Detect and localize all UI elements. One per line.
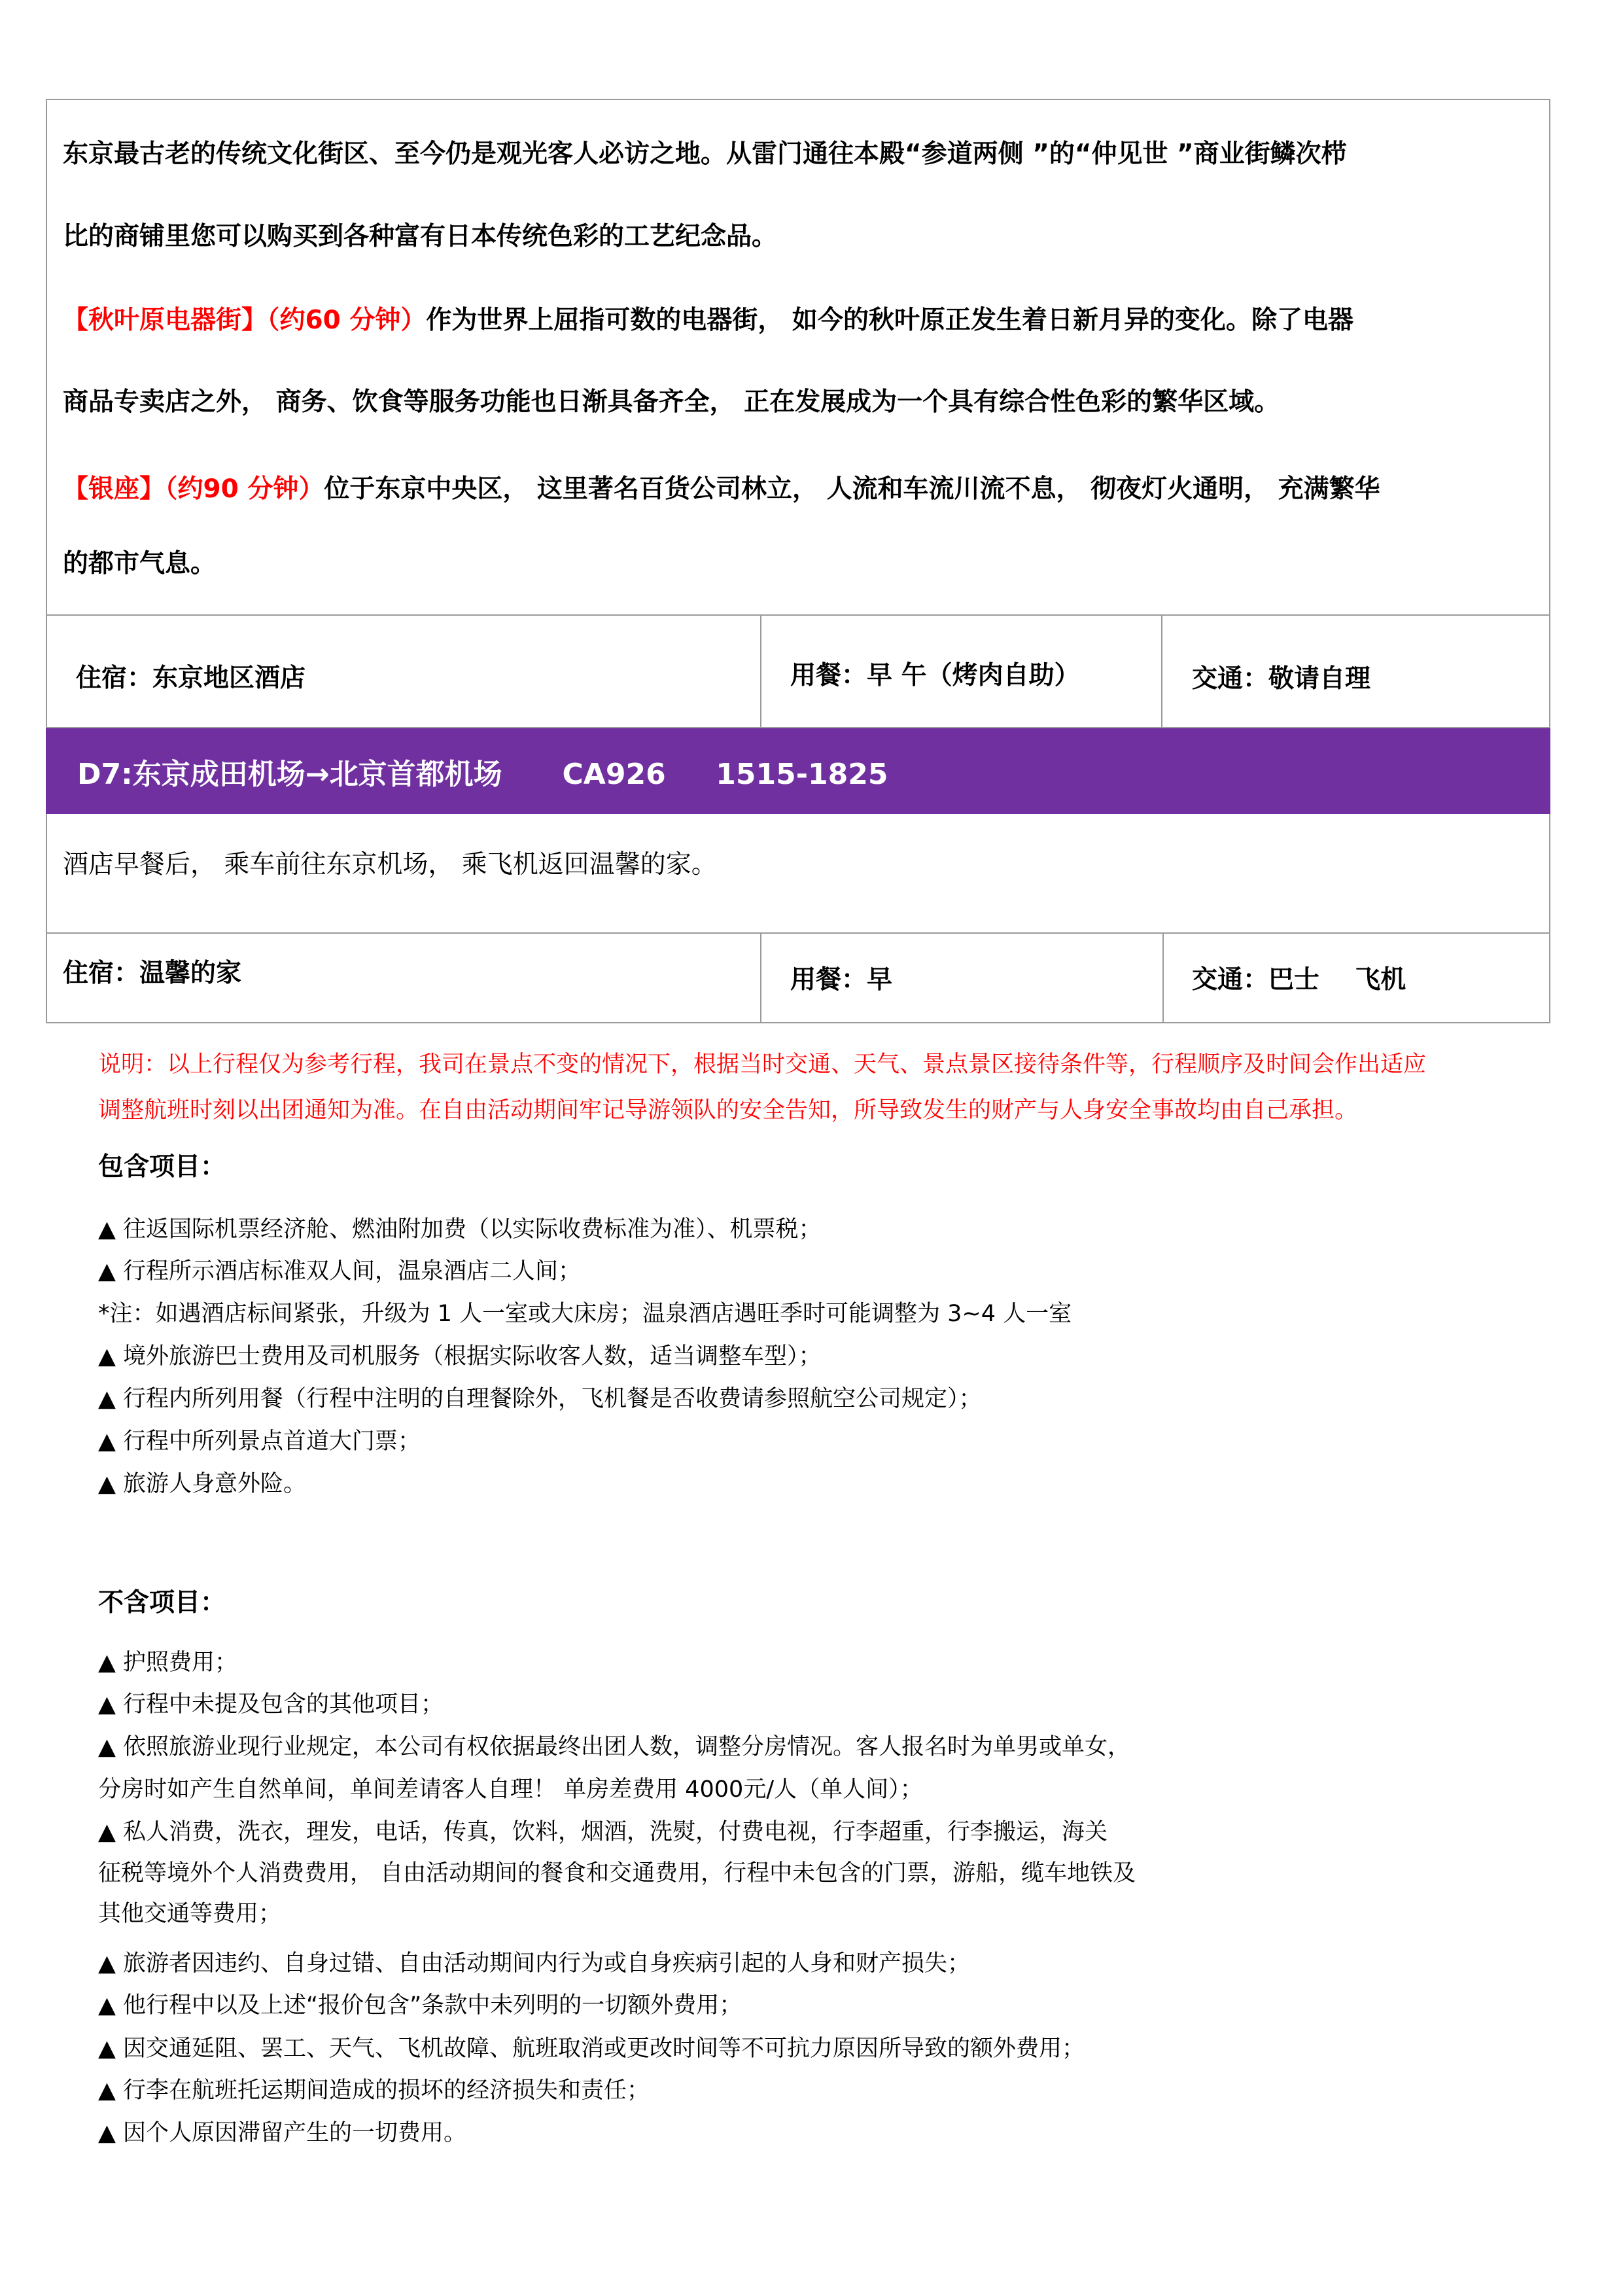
included-item: ▲ 行程所示酒店标准双人间，温泉酒店二人间；	[98, 1258, 582, 1284]
excluded-item: ▲ 私人消费，洗衣，理发，电话，传真，饮料，烟酒，洗熨，付费电视，行李超重，行李搬运，海关	[98, 1819, 1108, 1845]
note-line1: 说明：以上行程仅为参考行程，我司在景点不变的情况下，根据当时交通、天气、景点景区接待条件等，行程顺序及时间会作出适应	[98, 1051, 1427, 1078]
day7-meals: 用餐：早	[790, 965, 893, 995]
excluded-item: 分房时如产生自然单间，单间差请客人自理！ 单房差费用 4000元/人（单人间）；	[98, 1776, 923, 1803]
included-item: ▲ 行程中所列景点首道大门票；	[98, 1428, 421, 1455]
included-item: *注：如遇酒店标间紧张，升级为 1 人一室或大床房；温泉酒店遇旺季时可能调整为 3~4 人一室	[98, 1301, 1072, 1327]
day6-meals: 用餐：早 午（烤肉自助）	[790, 661, 1080, 690]
day6-transport: 交通：敬请自理	[1192, 664, 1371, 694]
ginza-paragraph	[63, 470, 1380, 509]
akihabara-paragraph	[63, 301, 1353, 340]
day6-col-divider-1	[760, 614, 761, 728]
day6-col-divider-2	[1161, 614, 1162, 728]
ginza-tag: 【银座】（约90 分钟）	[63, 474, 324, 504]
included-item: ▲ 境外旅游巴士费用及司机服务（根据实际收客人数，适当调整车型）；	[98, 1343, 822, 1369]
day6-lodging: 住宿：东京地区酒店	[76, 663, 306, 693]
day7-info-divider	[46, 932, 1550, 934]
day7-lodging: 住宿：温馨的家	[63, 959, 242, 988]
excluded-item: 征税等境外个人消费费用， 自由活动期间的餐食和交通费用，行程中未包含的门票，游船，缆车地铁及	[98, 1860, 1136, 1886]
excluded-item: ▲ 护照费用；	[98, 1650, 238, 1676]
day6-paragraph-line2: 比的商铺里您可以购买到各种富有日本传统色彩的工艺纪念品。	[63, 222, 778, 251]
included-item: ▲ 往返国际机票经济舱、燃油附加费（以实际收费标准为准）、机票税；	[98, 1216, 822, 1243]
day7-header-title: D7:东京成田机场→北京首都机场 CA926 1515-1825	[77, 758, 888, 791]
day6-info-divider	[46, 614, 1550, 616]
excluded-title: 不含项目：	[98, 1588, 226, 1617]
day7-col-divider-1	[760, 932, 761, 1023]
excluded-item: ▲ 他行程中以及上述“报价包含”条款中未列明的一切额外费用；	[98, 1992, 742, 2019]
excluded-item: ▲ 旅游者因违约、自身过错、自由活动期间内行为或自身疾病引起的人身和财产损失；	[98, 1951, 971, 1977]
excluded-item: ▲ 因交通延阻、罢工、天气、飞机故障、航班取消或更改时间等不可抗力原因所导致的额外费用；	[98, 2036, 1085, 2062]
ginza-paragraph-line2: 的都市气息。	[63, 549, 217, 578]
day7-description: 酒店早餐后， 乘车前往东京机场， 乘飞机返回温馨的家。	[63, 850, 717, 879]
included-item: ▲ 旅游人身意外险。	[98, 1471, 307, 1497]
excluded-item: ▲ 行程中未提及包含的其他项目；	[98, 1691, 444, 1718]
included-title: 包含项目：	[98, 1152, 226, 1182]
excluded-item: ▲ 依照旅游业现行业规定，本公司有权依据最终出团人数，调整分房情况。客人报名时为单男或单女，	[98, 1734, 1131, 1760]
akihabara-text: 作为世界上屈指可数的电器街， 如今的秋叶原正发生着日新月异的变化。除了电器	[426, 306, 1353, 335]
excluded-item: ▲ 行李在航班托运期间造成的损坏的经济损失和责任；	[98, 2077, 650, 2104]
day7-header	[46, 728, 1550, 814]
day7-transport: 交通：巴士 飞机	[1192, 965, 1406, 995]
note-line2: 调整航班时刻以出团通知为准。在自由活动期间牢记导游领队的安全告知，所导致发生的财产与人身安全事故均由自己承担。	[98, 1097, 1358, 1123]
day6-paragraph-line1: 东京最古老的传统文化街区、至今仍是观光客人必访之地。从雷门通往本殿“参道两侧 ”的“仲见世 ”商业街鳞次栉	[63, 139, 1347, 169]
excluded-item: 其他交通等费用；	[98, 1901, 282, 1927]
akihabara-paragraph-line2: 商品专卖店之外， 商务、饮食等服务功能也日渐具备齐全， 正在发展成为一个具有综合性色彩的繁华区域。	[63, 387, 1280, 417]
akihabara-tag: 【秋叶原电器街】（约60 分钟）	[63, 306, 427, 335]
ginza-text: 位于东京中央区， 这里著名百货公司林立， 人流和车流川流不息， 彻夜灯火通明， 充满繁华	[324, 474, 1380, 504]
day7-col-divider-2	[1162, 932, 1164, 1023]
excluded-item: ▲ 因个人原因滞留产生的一切费用。	[98, 2120, 467, 2146]
included-item: ▲ 行程内所列用餐（行程中注明的自理餐除外，飞机餐是否收费请参照航空公司规定）；	[98, 1386, 982, 1412]
